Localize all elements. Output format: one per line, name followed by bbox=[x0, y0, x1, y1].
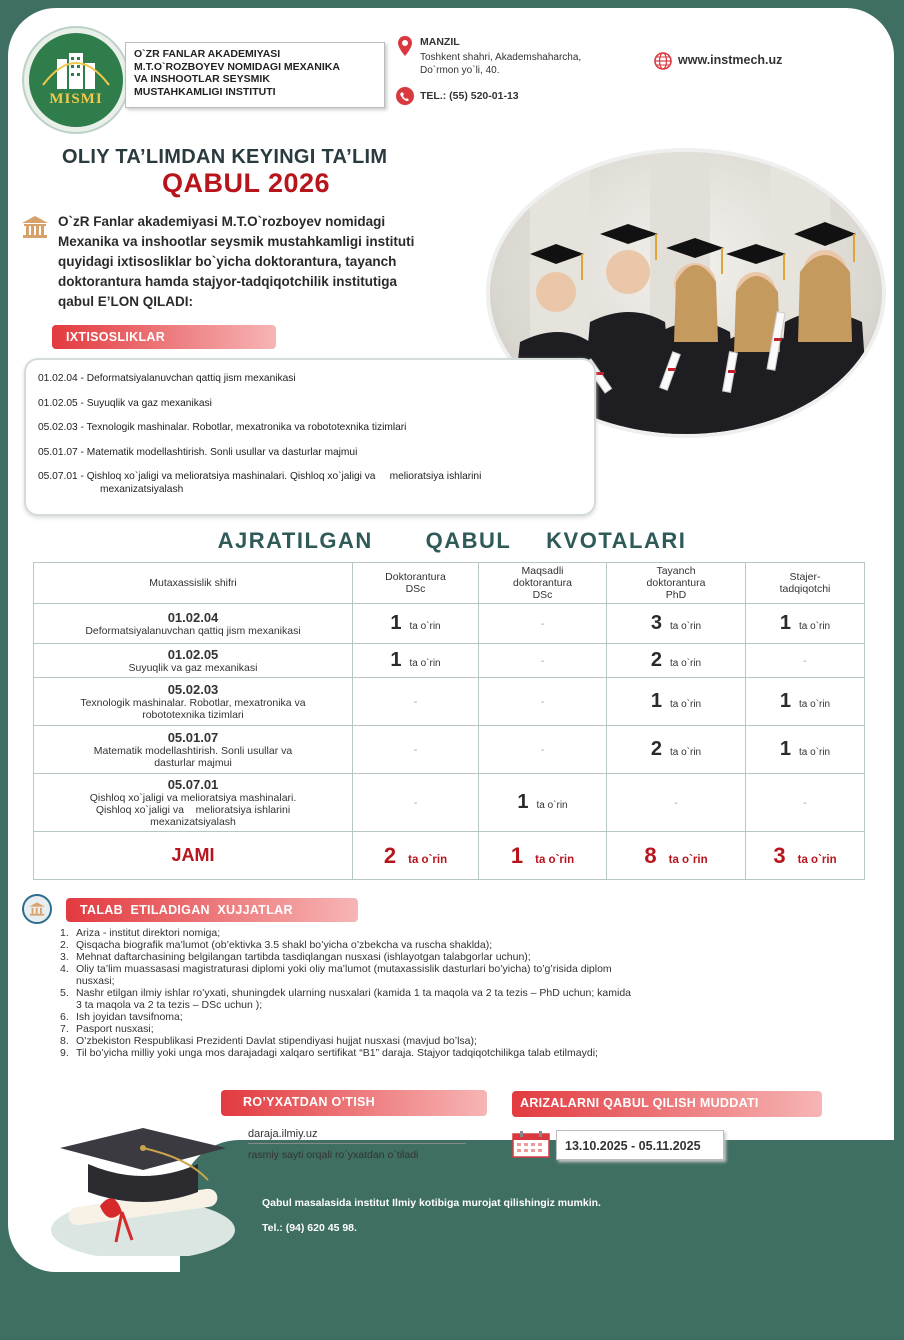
address-label: MANZIL bbox=[420, 36, 460, 48]
location-icon bbox=[398, 36, 412, 61]
specialty-item: 05.01.07 - Matematik modellashtirish. Sonli usullar va dasturlar majmui bbox=[38, 447, 358, 458]
targeted-cell: - bbox=[479, 604, 607, 644]
institute-line: VA INSHOOTLAR SEYSMIK bbox=[134, 73, 270, 85]
dsc-cell: - bbox=[353, 774, 479, 832]
targeted-cell: - bbox=[479, 644, 607, 678]
footer-phone: Tel.: (94) 620 45 98. bbox=[262, 1222, 357, 1234]
spec-cell: 05.01.07 Matematik modellashtirish. Sonli usullar va dasturlar majmui bbox=[34, 726, 353, 774]
logo-text: MISMI bbox=[49, 91, 103, 107]
institute-line: M.T.O`ROZBOYEV NOMIDAGI MEXANIKA bbox=[134, 60, 340, 73]
table-row bbox=[34, 774, 865, 832]
total-phd: 8 ta o`rin bbox=[607, 832, 746, 880]
spec-cell: 01.02.05 Suyuqlik va gaz mexanikasi bbox=[34, 644, 353, 678]
registration-heading: RO’YXATDAN O’TISH bbox=[221, 1090, 487, 1116]
spec-cell: 01.02.04 Deformatsiyalanuvchan qattiq jism mexanikasi bbox=[34, 604, 353, 644]
registration-site[interactable]: daraja.ilmiy.uz bbox=[248, 1128, 318, 1140]
intro-line: Mexanika va inshootlar seysmik mustahkamligi instituti bbox=[58, 234, 415, 249]
admission-title: QABUL 2026 bbox=[162, 168, 331, 198]
globe-icon bbox=[654, 52, 672, 75]
page-title: OLIY TA’LIMDAN KEYINGI TA’LIM bbox=[62, 146, 388, 168]
specialties-heading: IXTISOSLIKLAR bbox=[52, 325, 276, 349]
intern-cell: - bbox=[746, 644, 865, 678]
intern-cell: - bbox=[746, 774, 865, 832]
calendar-icon bbox=[512, 1130, 550, 1163]
graduation-cap-image bbox=[48, 1118, 238, 1256]
intern-cell: 1 ta o`rin bbox=[746, 604, 865, 644]
phone-text: TEL.: (55) 520-01-13 bbox=[420, 90, 519, 102]
institute-line: MUSTAHKAMLIGI INSTITUTI bbox=[134, 85, 276, 98]
document-item: 1. Ariza - institut direktori nomiga; bbox=[60, 927, 221, 939]
dsc-cell: 1 ta o`rin bbox=[353, 604, 479, 644]
documents-heading: TALAB ETILADIGAN XUJJATLAR bbox=[66, 898, 358, 922]
header-phd: Tayanch doktorantura PhD bbox=[607, 563, 746, 604]
total-label: JAMI bbox=[34, 832, 353, 880]
document-item: 5. Nashr etilgan ilmiy ishlar ro’yxati, shuningdek ularning nusxalari (kamida 1 ta maqola va 2 ta tezis – PhD uchun; kamida 3 ta maqola va 2 ta tezis – DSc uchun ); bbox=[60, 987, 632, 1011]
institute-line: O`ZR FANLAR AKADEMIYASI bbox=[134, 48, 281, 60]
quotas-title: AJRATILGAN QABUL KVOTALARI bbox=[217, 528, 687, 553]
institute-name-box bbox=[125, 42, 385, 108]
spec-cell: 05.07.01 Qishloq xo`jaligi va melioratsiya mashinalari. Qishloq xo`jaligi va melioratsiya ishlarini mexanizatsiyalash bbox=[34, 774, 353, 832]
document-item: 3. Mehnat daftarchasining belgilangan tartibda tasdiqlangan nusxasi (ishlayotgan talabgorlar uchun); bbox=[60, 951, 531, 963]
deadline-dates: 13.10.2025 - 05.11.2025 bbox=[556, 1130, 724, 1160]
document-item: 9. Til bo’yicha milliy yoki unga mos darajadagi xalqaro sertifikat “B1” daraja. Stajyor tadqiqotchilikga talab etilmaydi; bbox=[60, 1047, 598, 1059]
targeted-cell: - bbox=[479, 678, 607, 726]
header-spec: Mutaxassislik shifri bbox=[34, 563, 353, 604]
documents-list bbox=[60, 927, 820, 1059]
document-item: 2. Qisqacha biografik ma’lumot (ob’ektivka 3.5 shakl bo’yicha o’zbekcha va ruscha shaklda); bbox=[60, 939, 493, 951]
intern-cell: 1 ta o`rin bbox=[746, 726, 865, 774]
table-row bbox=[34, 644, 865, 678]
total-intern: 3 ta o`rin bbox=[746, 832, 865, 880]
targeted-cell: - bbox=[479, 726, 607, 774]
targeted-cell: 1 ta o`rin bbox=[479, 774, 607, 832]
header-targeted: Maqsadli doktorantura DSc bbox=[479, 563, 607, 604]
document-item: 6. Ish joyidan tavsifnoma; bbox=[60, 1011, 183, 1023]
deadline-heading: ARIZALARNI QABUL QILISH MUDDATI bbox=[512, 1091, 822, 1117]
document-item: 4. Oliy ta’lim muassasasi magistraturasi diplomi yoki oliy ma’lumot (mutaxassislik dasturlari bo’yicha) to’g’risida diplom nusxasi; bbox=[60, 963, 612, 987]
document-item: 7. Pasport nusxasi; bbox=[60, 1023, 154, 1035]
table-header-row bbox=[34, 563, 865, 604]
specialty-item: 01.02.05 - Suyuqlik va gaz mexanikasi bbox=[38, 398, 212, 409]
dsc-cell: 1 ta o`rin bbox=[353, 644, 479, 678]
phd-cell: 2 ta o`rin bbox=[607, 726, 746, 774]
intro-line: O`zR Fanlar akademiyasi M.T.O`rozboyev nomidagi bbox=[58, 214, 386, 229]
intro-text bbox=[58, 212, 478, 312]
intro-line: quyidagi ixtisosliklar bo`yicha doktorantura, tayanch bbox=[58, 254, 397, 269]
footer-band bbox=[180, 1140, 904, 1340]
dsc-cell: - bbox=[353, 678, 479, 726]
phd-cell: 1 ta o`rin bbox=[607, 678, 746, 726]
footer-note: Qabul masalasida institut Ilmiy kotibiga murojat qilishingiz mumkin. bbox=[262, 1197, 601, 1209]
phd-cell: 3 ta o`rin bbox=[607, 604, 746, 644]
divider bbox=[248, 1143, 466, 1144]
document-item: 8. O’zbekiston Respublikasi Prezidenti Davlat stipendiyasi hujjat nusxasi (mavjud bo’lsa); bbox=[60, 1035, 477, 1047]
total-row bbox=[34, 832, 865, 880]
table-row bbox=[34, 678, 865, 726]
specialties-list bbox=[24, 358, 596, 516]
header-intern: Stajer- tadqiqotchi bbox=[746, 563, 865, 604]
spec-cell: 05.02.03 Texnologik mashinalar. Robotlar, mexatronika va robototexnika tizimlari bbox=[34, 678, 353, 726]
documents-icon bbox=[22, 894, 52, 924]
table-row bbox=[34, 726, 865, 774]
specialty-item: 01.02.04 - Deformatsiyalanuvchan qattiq jism mexanikasi bbox=[38, 373, 296, 384]
phone-icon bbox=[396, 87, 414, 105]
registration-note: rasmiy sayti orqali ro`yxatdan o`tiladi bbox=[248, 1149, 419, 1161]
specialty-item: 05.07.01 - Qishloq xo`jaligi va melioratsiya mashinalari. Qishloq xo`jaligi va melioratsiya ishlarini bbox=[38, 471, 482, 482]
website-link[interactable]: www.instmech.uz bbox=[678, 53, 783, 67]
table-row bbox=[34, 604, 865, 644]
total-targeted: 1 ta o`rin bbox=[479, 832, 607, 880]
address-line: Do`rmon yo`li, 40. bbox=[420, 65, 500, 76]
museum-icon bbox=[20, 214, 50, 245]
intro-line: qabul E’LON QILADI: bbox=[58, 294, 193, 309]
dsc-cell: - bbox=[353, 726, 479, 774]
total-dsc: 2 ta o`rin bbox=[353, 832, 479, 880]
phd-cell: 2 ta o`rin bbox=[607, 644, 746, 678]
specialty-item-cont: mexanizatsiyalash bbox=[100, 484, 184, 495]
specialty-item: 05.02.03 - Texnologik mashinalar. Robotlar, mexatronika va robototexnika tizimlari bbox=[38, 422, 407, 433]
intern-cell: 1 ta o`rin bbox=[746, 678, 865, 726]
address-line: Toshkent shahri, Akademshaharcha, bbox=[420, 52, 582, 63]
institute-logo bbox=[24, 28, 128, 132]
phd-cell: - bbox=[607, 774, 746, 832]
intro-line: doktorantura hamda stajyor-tadqiqotchilik institutiga bbox=[58, 274, 398, 289]
header-dsc: Doktorantura DSc bbox=[353, 563, 479, 604]
quotas-table bbox=[33, 562, 865, 880]
